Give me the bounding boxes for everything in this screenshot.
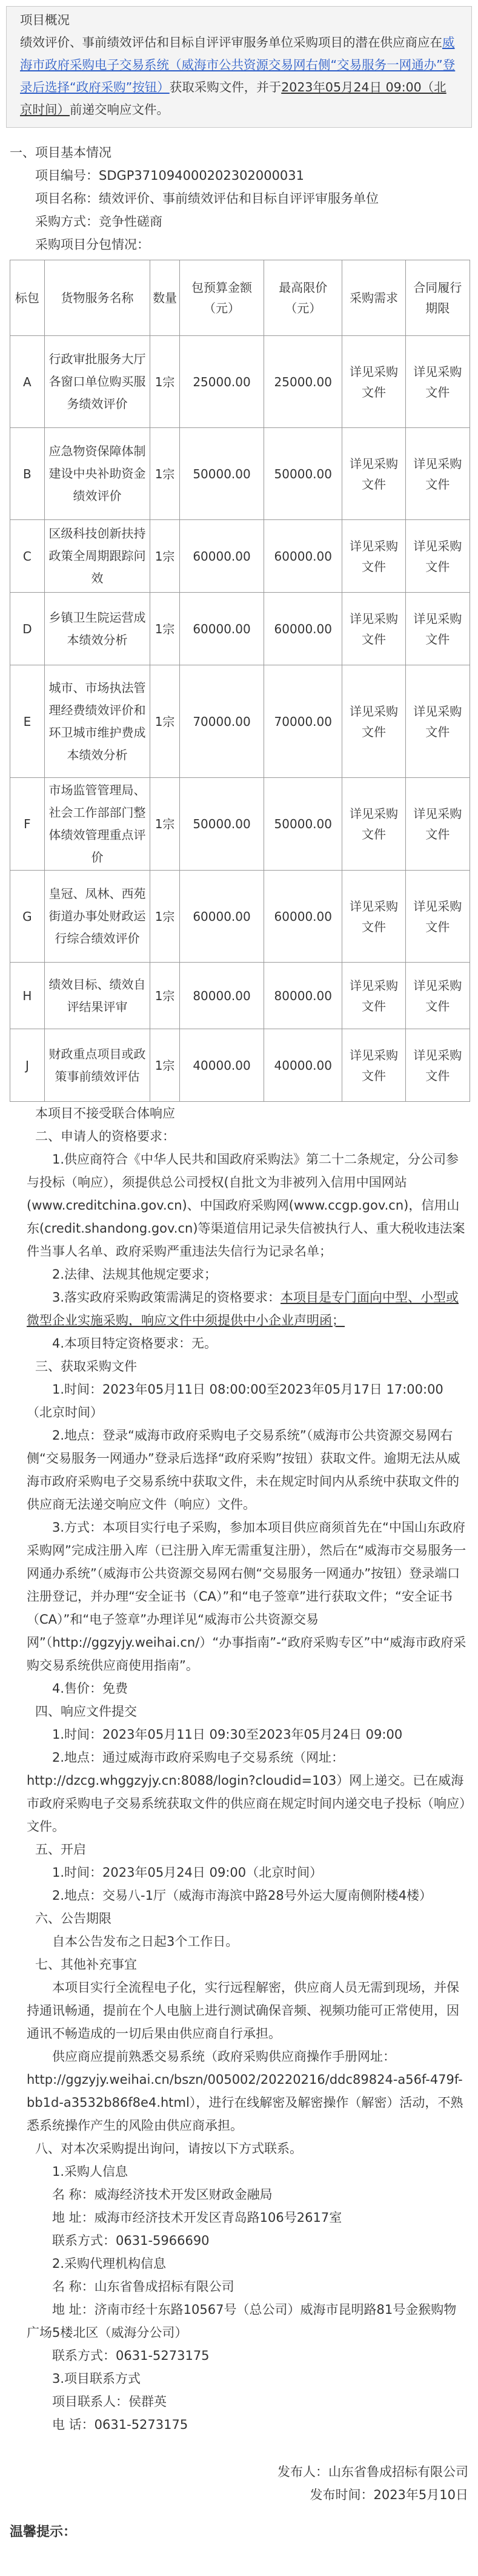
cell-qty: 1宗 [150, 665, 180, 778]
cell-term: 详见采购文件 [405, 336, 470, 428]
contact-title: 3.项目联系方式 [52, 2371, 141, 2386]
cell-term: 详见采购文件 [405, 428, 470, 520]
cell-term: 详见采购文件 [405, 778, 470, 871]
section-heading-obtain: 三、获取采购文件 [35, 1359, 137, 1374]
section-heading-other: 七、其他补充事宜 [35, 1957, 137, 1972]
section-heading-qualifications: 二、申请人的资格要求： [35, 1129, 175, 1144]
cell-max: 60000.00 [264, 593, 342, 665]
cell-lot: J [10, 1029, 45, 1102]
obtain-way: 3.方式：本项目实行电子采购，参加本项目供应商须首先在“中国山东政府采购网”完成注册入库（已注册入库无需重复注册），然后在“威海市交易服务一网通办系统”（威海市公共资源交易网右侧“交易服务一网通办”按钮）登录端口注册登记，并办理“安全证书（CA）”和“电子签章”进行获取文件；“安全证书（CA）”和“电子签章”办理详见“威海市公共资源交易网”（http://ggzyjy.weihai.cn/）“办事指南”-“政府采购专区”中“威海市政府采购交易系统供应商使用指南”。 [27, 1520, 466, 1673]
buyer-address: 地 址：威海市经济技术开发区青岛路106号2617室 [52, 2210, 342, 2225]
trading-system-link[interactable]: 威海市政府采购电子交易系统（威海市公共资源交易网右侧“交易服务一网通办”登录后选择“政府采购”按钮） [20, 35, 456, 94]
header-lot: 标包 [10, 260, 45, 336]
lots-label: 采购项目分包情况： [35, 237, 150, 252]
cell-budget: 25000.00 [179, 336, 264, 428]
cell-qty: 1宗 [150, 963, 180, 1029]
cell-lot: E [10, 665, 45, 778]
cell-max: 60000.00 [264, 520, 342, 593]
cell-name: 城市、市场执法管理经费绩效评价和环卫城市维护费成本绩效分析 [44, 665, 150, 778]
cell-qty: 1宗 [150, 428, 180, 520]
cell-max: 50000.00 [264, 778, 342, 871]
table-row [10, 520, 470, 593]
contact-person: 项目联系人：侯群英 [52, 2394, 167, 2409]
table-row [10, 778, 470, 871]
header-term: 合同履行期限 [405, 260, 470, 336]
cell-need: 详见采购文件 [342, 871, 405, 963]
overview-title: 项目概况 [20, 13, 70, 27]
cell-term: 详见采购文件 [405, 593, 470, 665]
buyer-phone: 联系方式：0631-5966690 [52, 2233, 210, 2248]
cell-max: 70000.00 [264, 665, 342, 778]
contact-phone: 电 话：0631-5273175 [52, 2417, 188, 2432]
cell-max: 50000.00 [264, 428, 342, 520]
section-notice-period [0, 1907, 478, 1953]
cell-qty: 1宗 [150, 778, 180, 871]
cell-lot: D [10, 593, 45, 665]
section-heading-submission: 四、响应文件提交 [35, 1704, 137, 1719]
procurement-method: 采购方式：竞争性磋商 [35, 214, 162, 229]
header-name: 货物服务名称 [44, 260, 150, 336]
cell-budget: 60000.00 [179, 593, 264, 665]
cell-name: 应急物资保障体制建设中央补助资金绩效评价 [44, 428, 150, 520]
buyer-title: 1.采购人信息 [52, 2164, 128, 2179]
cell-name: 市场监管管理局、社会工作部部门整体绩效管理重点评价 [44, 778, 150, 871]
project-number: 项目编号：SDGP371094000202302000031 [35, 168, 305, 183]
cell-max: 25000.00 [264, 336, 342, 428]
table-row [10, 428, 470, 520]
opening-time: 1.时间：2023年05月24日 09:00（北京时间） [52, 1865, 323, 1880]
cell-name: 区级科技创新扶持政策全周期跟踪问效 [44, 520, 150, 593]
cell-budget: 60000.00 [179, 871, 264, 963]
cell-qty: 1宗 [150, 336, 180, 428]
opening-place: 2.地点：交易八-1厅（威海市海滨中路28号外运大厦南侧附楼4楼） [52, 1888, 433, 1903]
table-row [10, 593, 470, 665]
cell-qty: 1宗 [150, 871, 180, 963]
cell-term: 详见采购文件 [405, 1029, 470, 1102]
obtain-place: 2.地点：登录“威海市政府采购电子交易系统”（威海市公共资源交易网右侧“交易服务一网通办”登录后选择“政府采购”按钮）获取文件。逾期无法从威海市政府采购电子交易系统中获取文件，未在规定时间内从系统中获取文件的供应商无法递交响应文件（响应）文件。 [27, 1428, 460, 1512]
submission-time: 1.时间：2023年05月11日 09:30至2023年05月24日 09:00 [52, 1727, 403, 1742]
project-overview-box [6, 6, 472, 128]
section-submission [0, 1700, 478, 1838]
cell-term: 详见采购文件 [405, 520, 470, 593]
qualification-4: 4.本项目特定资格要求：无。 [52, 1336, 217, 1351]
cell-lot: C [10, 520, 45, 593]
lots-table [10, 260, 470, 1102]
cell-qty: 1宗 [150, 1029, 180, 1102]
qualification-3-label: 3.落实政府采购政策需满足的资格要求： [52, 1290, 281, 1305]
table-row [10, 963, 470, 1029]
cell-budget: 50000.00 [179, 428, 264, 520]
cell-max: 80000.00 [264, 963, 342, 1029]
cell-need: 详见采购文件 [342, 520, 405, 593]
header-qty: 数量 [150, 260, 180, 336]
section-qualifications [0, 1102, 478, 1355]
overview-text-1: 绩效评价、事前绩效评估和目标自评评审服务单位采购项目的潜在供应商应在 [20, 35, 442, 50]
overview-text-3: 获取采购文件，并于 [169, 80, 282, 94]
consortium-note: 本项目不接受联合体响应 [35, 1106, 175, 1121]
publisher: 发布人：山东省鲁成招标有限公司 [277, 2465, 468, 2479]
cell-budget: 40000.00 [179, 1029, 264, 1102]
table-row [10, 336, 470, 428]
cell-need: 详见采购文件 [342, 665, 405, 778]
agent-name: 名 称：山东省鲁成招标有限公司 [52, 2279, 234, 2294]
cell-max: 60000.00 [264, 871, 342, 963]
cell-qty: 1宗 [150, 520, 180, 593]
overview-text [20, 31, 458, 121]
table-header-row [10, 260, 470, 336]
cell-need: 详见采购文件 [342, 336, 405, 428]
overview-text-4: 前递交响应文件。 [70, 102, 169, 117]
publish-date: 发布时间：2023年5月10日 [310, 2488, 468, 2502]
header-max: 最高限价（元） [264, 260, 342, 336]
section-obtain-documents [0, 1355, 478, 1700]
cell-budget: 50000.00 [179, 778, 264, 871]
notice-period-text: 自本公告发布之日起3个工作日。 [52, 1934, 239, 1949]
cell-need: 详见采购文件 [342, 963, 405, 1029]
header-need: 采购需求 [342, 260, 405, 336]
obtain-time: 1.时间：2023年05月11日 08:00:00至2023年05月17日 17:00:00（北京时间） [27, 1382, 443, 1420]
obtain-price: 4.售价：免费 [52, 1681, 128, 1696]
cell-budget: 70000.00 [179, 665, 264, 778]
section-contacts [0, 2137, 478, 2436]
cell-term: 详见采购文件 [405, 665, 470, 778]
section-heading-contacts: 八、对本次采购提出询问，请按以下方式联系。 [35, 2141, 302, 2156]
cell-max: 40000.00 [264, 1029, 342, 1102]
cell-name: 皇冠、凤林、西苑街道办事处财政运行综合绩效评价 [44, 871, 150, 963]
section-opening [0, 1838, 478, 1907]
cell-lot: H [10, 963, 45, 1029]
qualification-3-policy: 本项目是专门面向中型、小型或微型企业实施采购，响应文件中须提供中小企业声明函； [27, 1290, 459, 1328]
submission-place: 2.地点：通过威海市政府采购电子交易系统（网址：http://dzcg.whggzyjy.cn:8088/login?cloudid=103）网上递交。已在威海市政府采购电子交易系统获取文件的供应商在规定时间内递交电子投标（响应）文件。 [27, 1750, 466, 1834]
agent-phone: 联系方式：0631-5273175 [52, 2348, 210, 2363]
qualification-1: 1.供应商符合《中华人民共和国政府采购法》第二十二条规定，分公司参与投标（响应），须提供总公司授权(自批文为非被列入信用中国网站(www.creditchina.gov.cn)、中国政府采购网(www.ccgp.gov.cn)，信用山东(credit.shandong.gov.cn)等渠道信用记录失信被执行人、重大税收违法案件当事人名单、政府采购严重违法失信行为记录名单； [27, 1152, 465, 1259]
cell-term: 详见采购文件 [405, 871, 470, 963]
buyer-name: 名 称：威海经济技术开发区财政金融局 [52, 2187, 273, 2202]
cell-term: 详见采购文件 [405, 963, 470, 1029]
cell-lot: B [10, 428, 45, 520]
cell-name: 行政审批服务大厅各窗口单位购买服务绩效评价 [44, 336, 150, 428]
cell-name: 乡镇卫生院运营成本绩效分析 [44, 593, 150, 665]
section-basic-info [0, 141, 478, 256]
other-paragraph-2: 供应商应提前熟悉交易系统（政府采购供应商操作手册网址：http://ggzyjy.weihai.cn/bszn/005002/20220216/ddc89824-a56f-479f-bb1d-a3532b86f8e4.html），进行在线解密及解密操作（解密）活动，不熟悉系统操作产生的风险由供应商承担。 [27, 2049, 463, 2133]
table-row [10, 871, 470, 963]
cell-budget: 80000.00 [179, 963, 264, 1029]
section-heading-period: 六、公告期限 [35, 1911, 111, 1926]
project-name: 项目名称：绩效评价、事前绩效评估和目标自评评审服务单位 [35, 191, 379, 206]
cell-lot: F [10, 778, 45, 871]
section-other [0, 1953, 478, 2137]
section-heading-opening: 五、开启 [35, 1842, 86, 1857]
cell-name: 财政重点项目或政策事前绩效评估 [44, 1029, 150, 1102]
qualification-2: 2.法律、法规其他规定要求； [52, 1267, 217, 1282]
cell-lot: A [10, 336, 45, 428]
cell-need: 详见采购文件 [342, 593, 405, 665]
table-row [10, 665, 470, 778]
cell-budget: 60000.00 [179, 520, 264, 593]
cell-lot: G [10, 871, 45, 963]
qualification-3 [10, 1286, 468, 1332]
reminder-heading: 温馨提示： [10, 2525, 77, 2540]
header-budget: 包预算金额（元） [179, 260, 264, 336]
agent-address: 地 址：济南市经十东路10567号（总公司）威海市昆明路81号金猴购物广场5楼北区（威海分公司） [27, 2302, 457, 2340]
cell-qty: 1宗 [150, 593, 180, 665]
cell-need: 详见采购文件 [342, 428, 405, 520]
cell-need: 详见采购文件 [342, 778, 405, 871]
section-heading-basic: 一、项目基本情况 [10, 145, 111, 160]
cell-need: 详见采购文件 [342, 1029, 405, 1102]
agent-title: 2.采购代理机构信息 [52, 2256, 167, 2271]
overview-deadline: 2023年05月24日 09:00（北京时间） [20, 80, 446, 117]
cell-name: 绩效目标、绩效自评结果评审 [44, 963, 150, 1029]
other-paragraph-1: 本项目实行全流程电子化，实行远程解密，供应商人员无需到现场，并保持通讯畅通，提前在个人电脑上进行测试确保音频、视频功能可正常使用，因通讯不畅造成的一切后果由供应商自行承担。 [27, 1980, 459, 2041]
table-row [10, 1029, 470, 1102]
